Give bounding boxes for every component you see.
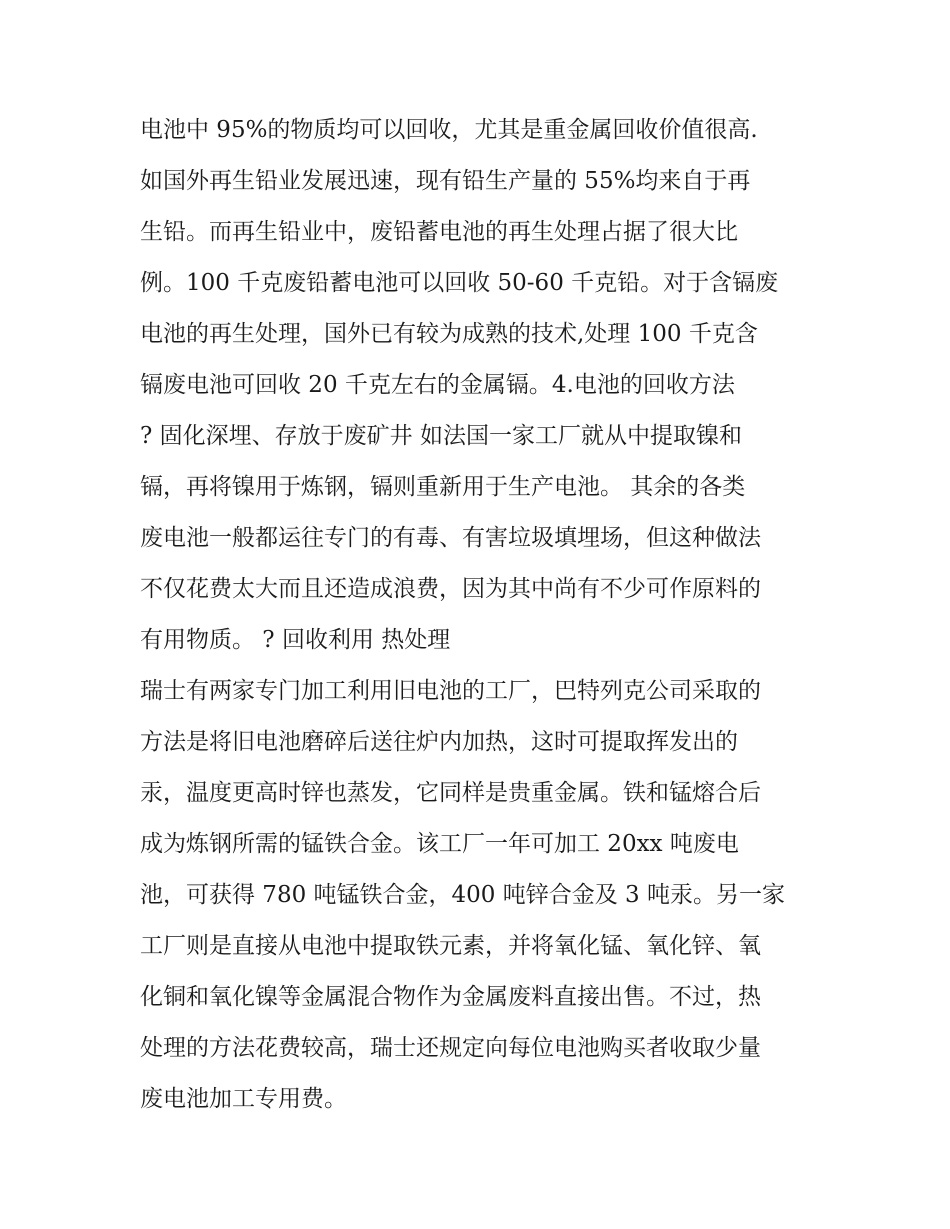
text-line: 例。100 千克废铅蓄电池可以回收 50-60 千克铅。对于含镉废 [140,270,779,296]
text-line: 汞，温度更高时锌也蒸发，它同样是贵重金属。铁和锰熔合后 [140,780,761,806]
text-line: 镉废电池可回收 20 千克左右的金属镉。4.电池的回收方法 [140,372,735,398]
text-line: 废电池一般都运往专门的有毒、有害垃圾填埋场，但这种做法 [140,525,761,551]
text-line: 电池的再生处理，国外已有较为成熟的技术,处理 100 千克含 [140,321,758,347]
text-line: 瑞士有两家专门加工利用旧电池的工厂，巴特列克公司采取的 [140,678,761,704]
text-line: 池，可获得 780 吨锰铁合金，400 吨锌合金及 3 吨汞。另一家 [140,882,785,908]
text-line: 处理的方法花费较高，瑞士还规定向每位电池购买者收取少量 [140,1035,761,1061]
text-line: 工厂则是直接从电池中提取铁元素，并将氧化锰、氧化锌、氧 [140,933,761,959]
text-line: ? 固化深埋、存放于废矿井 如法国一家工厂就从中提取镍和 [140,423,742,449]
text-line: 电池中 95%的物质均可以回收，尤其是重金属回收价值很高. [140,117,758,143]
text-line: 有用物质。 ? 回收利用 热处理 [140,627,451,653]
text-line: 方法是将旧电池磨碎后送往炉内加热，这时可提取挥发出的 [140,729,738,755]
text-line: 化铜和氧化镍等金属混合物作为金属废料直接出售。不过，热 [140,984,761,1010]
text-line: 如国外再生铅业发展迅速，现有铅生产量的 55%均来自于再 [140,168,751,194]
text-line: 不仅花费太大而且还造成浪费，因为其中尚有不少可作原料的 [140,576,761,602]
text-line: 成为炼钢所需的锰铁合金。该工厂一年可加工 20xx 吨废电 [140,831,739,857]
text-line: 镉，再将镍用于炼钢，镉则重新用于生产电池。 其余的各类 [140,474,746,500]
paragraph-battery-recycling-methods [140,105,820,666]
text-line: 生铅。而再生铅业中，废铅蓄电池的再生处理占据了很大比 [140,219,738,245]
paragraph-swiss-factories [140,666,820,1125]
text-line: 废电池加工专用费。 [140,1086,347,1112]
